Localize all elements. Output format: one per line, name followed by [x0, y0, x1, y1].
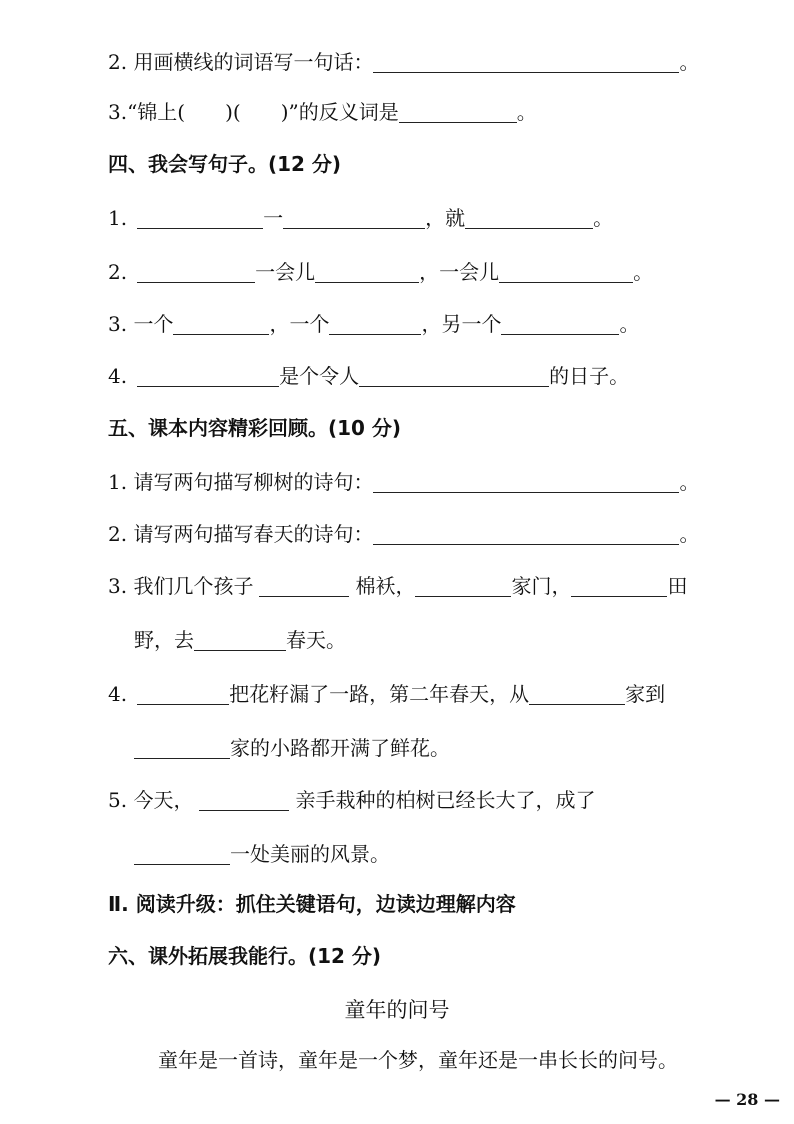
question-text: ，就 [425, 206, 466, 230]
question-text: 5. 今天， [108, 788, 194, 812]
period: 。 [619, 312, 640, 336]
question-number: 1. [108, 206, 128, 230]
answer-blank[interactable] [137, 208, 263, 229]
answer-blank[interactable] [137, 262, 255, 283]
question-3-2 [108, 48, 699, 76]
question-number: 4. [108, 682, 128, 706]
period: 。 [679, 470, 700, 494]
question-text: ，一会儿 [419, 260, 500, 284]
answer-blank[interactable] [283, 208, 425, 229]
question-text: 1. 请写两句描写柳树的诗句： [108, 470, 374, 494]
question-4-4 [108, 362, 629, 390]
period: 。 [633, 260, 654, 284]
question-5-2 [108, 520, 699, 548]
answer-blank[interactable] [199, 790, 289, 811]
answer-blank[interactable] [571, 576, 667, 597]
section-5-heading: 五、课本内容精彩回顾。(10 分) [108, 416, 402, 440]
period: 。 [516, 100, 537, 124]
answer-blank[interactable] [134, 738, 230, 759]
question-number: 2. [108, 260, 128, 284]
period: 。 [679, 50, 700, 74]
question-text: 3.“锦上( )( )”的反义词是 [108, 100, 399, 124]
question-4-1 [108, 204, 613, 232]
question-text: 棉袄， [355, 574, 416, 598]
question-number: 4. [108, 364, 128, 388]
answer-blank[interactable] [373, 524, 679, 545]
answer-blank[interactable] [399, 102, 517, 123]
answer-blank[interactable] [173, 314, 269, 335]
period: 。 [593, 206, 614, 230]
reading-title: 童年的问号 [344, 998, 450, 1022]
question-text: 是个令人 [279, 364, 360, 388]
answer-blank[interactable] [499, 262, 633, 283]
question-text: 一会儿 [255, 260, 316, 284]
question-4-3 [108, 310, 639, 338]
question-5-1 [108, 468, 699, 496]
answer-blank[interactable] [134, 844, 230, 865]
answer-blank[interactable] [259, 576, 349, 597]
question-text: 春天。 [286, 628, 346, 652]
answer-blank[interactable] [501, 314, 619, 335]
answer-blank[interactable] [137, 684, 229, 705]
question-text: 田 [667, 574, 688, 598]
answer-blank[interactable] [194, 630, 286, 651]
question-text: 亲手栽种的柏树已经长大了，成了 [295, 788, 596, 812]
question-text: 一处美丽的风景。 [230, 842, 390, 866]
answer-blank[interactable] [415, 576, 511, 597]
answer-blank[interactable] [373, 52, 679, 73]
section-4-heading: 四、我会写句子。(12 分) [108, 152, 342, 176]
answer-blank[interactable] [373, 472, 679, 493]
question-5-3-line1 [108, 572, 687, 600]
question-text: 家的小路都开满了鲜花。 [230, 736, 450, 760]
answer-blank[interactable] [329, 314, 421, 335]
question-5-5-line1 [108, 786, 595, 814]
question-4-2 [108, 258, 653, 286]
section-6-heading: 六、课外拓展我能行。(12 分) [108, 944, 382, 968]
question-5-3-line2 [134, 626, 346, 654]
period: 。 [679, 522, 700, 546]
question-3-3 [108, 98, 537, 126]
question-text: 的日子。 [549, 364, 630, 388]
question-text: 2. 用画横线的词语写一句话： [108, 50, 374, 74]
part-2-heading: Ⅱ. 阅读升级：抓住关键语句，边读边理解内容 [108, 892, 516, 916]
answer-blank[interactable] [359, 366, 549, 387]
question-text: 一 [263, 206, 284, 230]
question-text: 3. 我们几个孩子 [108, 574, 254, 598]
reading-paragraph: 童年是一首诗，童年是一个梦，童年还是一串长长的问号。 [158, 1048, 678, 1072]
question-text: 野，去 [134, 628, 194, 652]
question-5-5-line2 [134, 840, 390, 868]
answer-blank[interactable] [137, 366, 279, 387]
question-5-4-line2 [134, 734, 450, 762]
answer-blank[interactable] [529, 684, 625, 705]
question-text: 家到 [625, 682, 666, 706]
question-5-4-line1 [108, 680, 665, 708]
question-text: ，另一个 [421, 312, 502, 336]
answer-blank[interactable] [465, 208, 593, 229]
page-number: — 28 — [714, 1090, 780, 1109]
question-text: ，一个 [269, 312, 330, 336]
answer-blank[interactable] [315, 262, 419, 283]
question-text: 2. 请写两句描写春天的诗句： [108, 522, 374, 546]
question-text: 3. 一个 [108, 312, 174, 336]
question-text: 家门， [511, 574, 572, 598]
question-text: 把花籽漏了一路，第二年春天，从 [229, 682, 530, 706]
